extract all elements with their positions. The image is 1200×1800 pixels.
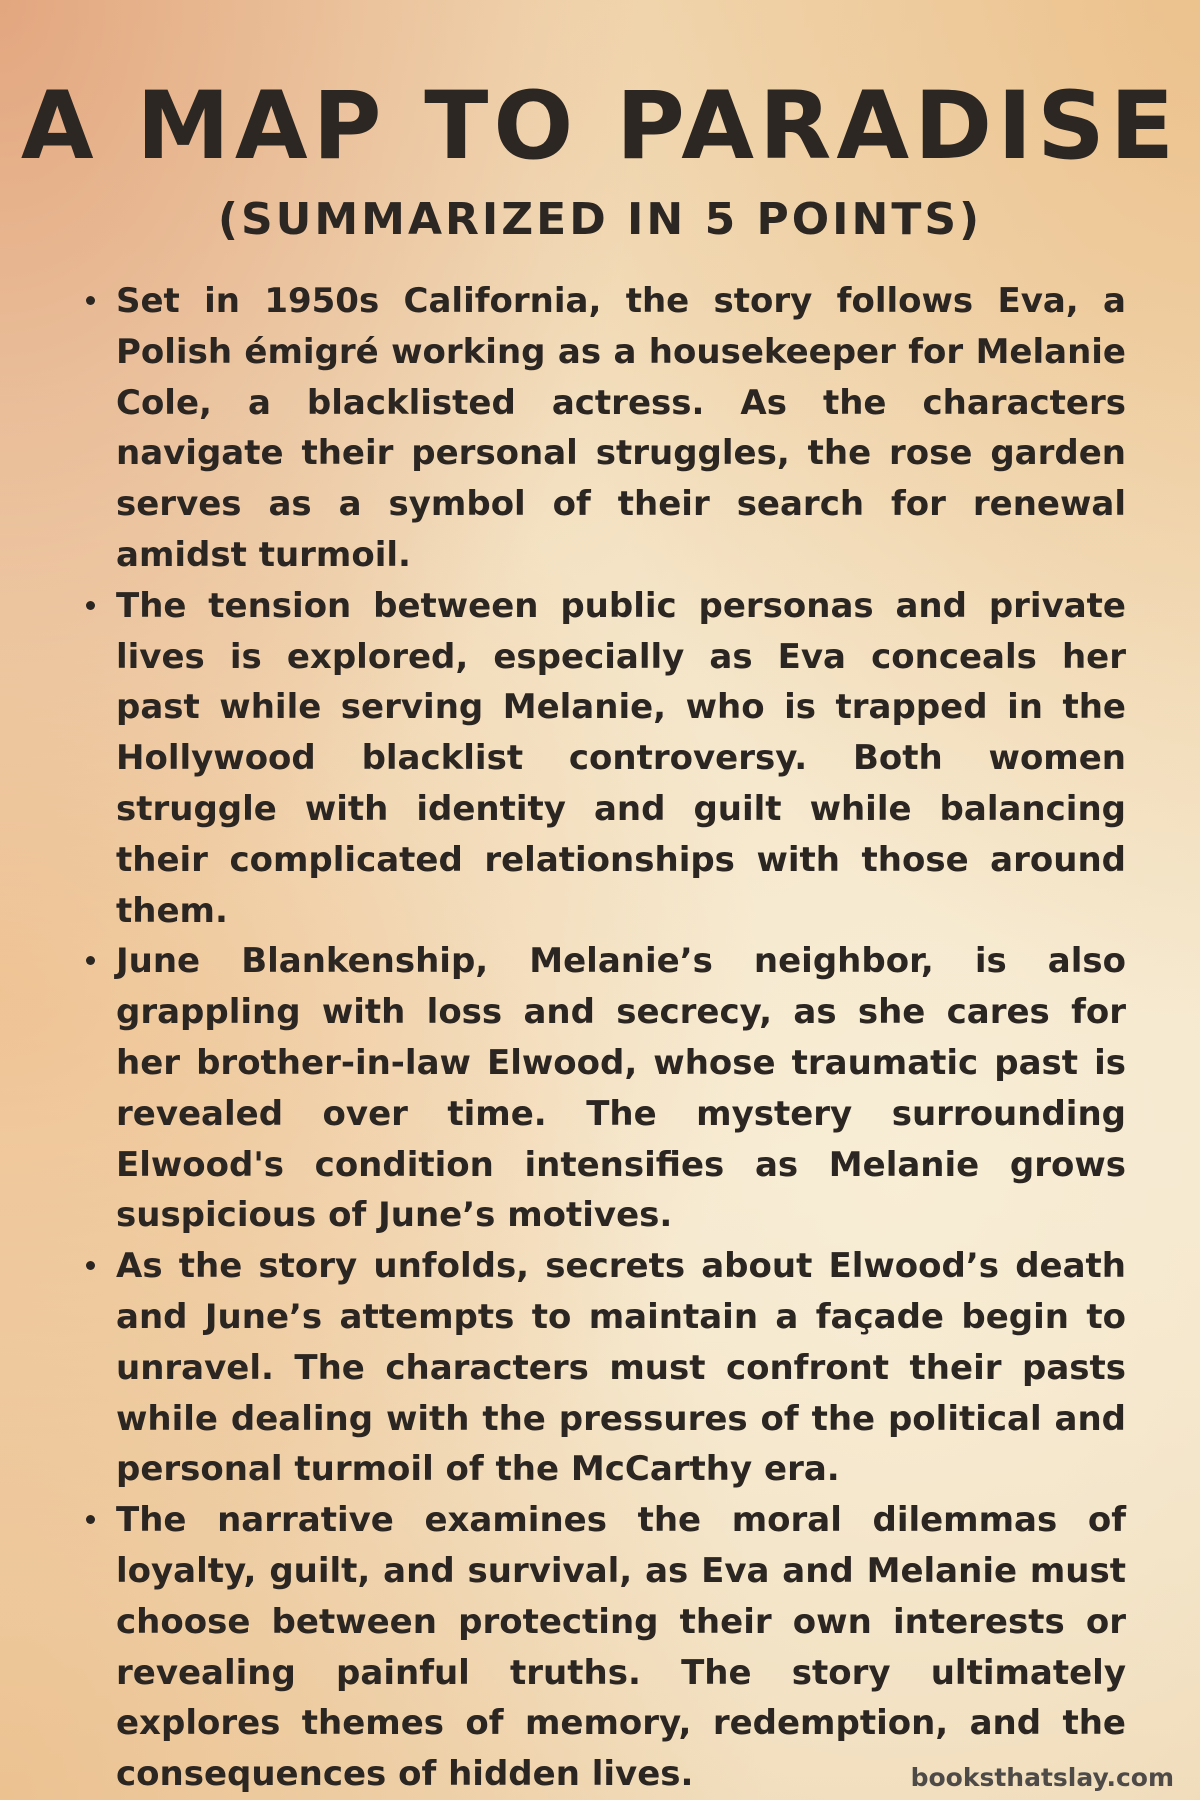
summary-list bbox=[84, 276, 1126, 1800]
bullet-icon bbox=[86, 1515, 95, 1524]
summary-point-text: Set in 1950s California, the story follows Eva, a Polish émigré working as a housekeeper for Melanie Cole, a blacklisted actress. As the characters navigate their personal struggles, the rose garden serves as a symbol of their search for renewal amidst turmoil. bbox=[116, 281, 1126, 575]
source-watermark: booksthatslay.com bbox=[910, 1763, 1174, 1792]
page-title: A MAP TO PARADISE bbox=[20, 72, 1180, 181]
summary-point-3 bbox=[84, 936, 1126, 1241]
page-subtitle: (SUMMARIZED IN 5 POINTS) bbox=[217, 194, 983, 245]
summary-point-2 bbox=[84, 581, 1126, 937]
summary-point-text: The narrative examines the moral dilemmas of loyalty, guilt, and survival, as Eva and Melanie must choose between protecting their own interests or revealing painful truths. The story ultimately explores themes of memory, redemption, and the consequences of hidden lives. bbox=[116, 1500, 1126, 1795]
bullet-icon bbox=[86, 956, 95, 965]
summary-point-4 bbox=[84, 1241, 1126, 1495]
summary-point-text: As the story unfolds, secrets about Elwood’s death and June’s attempts to maintain a façade begin to unravel. The characters must confront their pasts while dealing with the pressures of the political and personal turmoil of the McCarthy era. bbox=[116, 1246, 1126, 1490]
bullet-icon bbox=[86, 1261, 95, 1270]
bullet-icon bbox=[86, 296, 95, 305]
summary-point-5 bbox=[84, 1495, 1126, 1800]
summary-point-text: June Blankenship, Melanie’s neighbor, is also grappling with loss and secrecy, as she cares for her brother-in-law Elwood, whose traumatic past is revealed over time. The mystery surrounding Elwood's condition intensifies as Melanie grows suspicious of June’s motives. bbox=[116, 941, 1126, 1236]
summary-point-text: The tension between public personas and private lives is explored, especially as Eva conceals her past while serving Melanie, who is trapped in the Hollywood blacklist controversy. Both women struggle with identity and guilt while balancing their complicated relationships with those around them. bbox=[116, 585, 1126, 931]
summary-point-1 bbox=[84, 276, 1126, 581]
bullet-icon bbox=[86, 601, 95, 610]
